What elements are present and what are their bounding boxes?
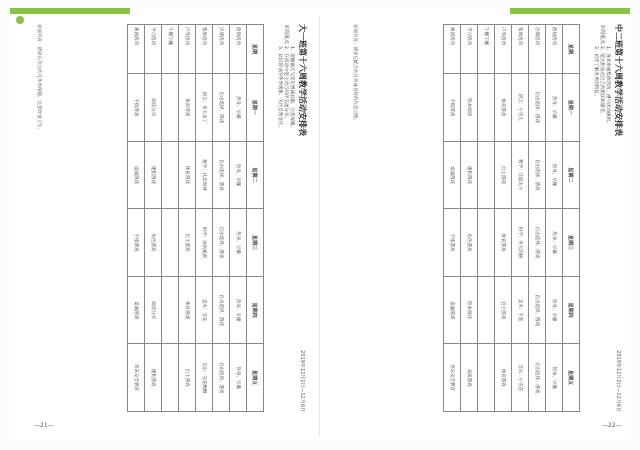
column-header: 星期五	[247, 344, 264, 412]
activity-cell: 自主游戏	[179, 344, 196, 412]
activity-cell: 体育游戏	[179, 74, 196, 142]
goal-item: 2、能大胆表达自己的想法和感受。	[599, 46, 604, 117]
time-slot-label: 晨间活动	[546, 25, 563, 74]
activity-cell	[478, 276, 495, 344]
time-slot-label: 晨间活动	[230, 25, 247, 74]
page-number-right: —22—	[602, 422, 622, 429]
activity-cell: 自由选择、游戏	[213, 276, 230, 344]
activity-cell: 角色游戏	[461, 209, 478, 277]
activity-cell: 绘本阅读	[461, 276, 478, 344]
table-row	[461, 25, 478, 412]
goal-list	[592, 46, 610, 125]
activity-cell: 自由选择、游戏	[213, 344, 230, 412]
activity-cell: 数学：比较大小	[512, 141, 529, 209]
activity-cell: 建构游戏	[145, 344, 162, 412]
activity-cell: 热身、早操	[230, 209, 247, 277]
time-slot-label: 学习活动	[145, 25, 162, 74]
time-slot-label: 离园活动	[444, 25, 461, 74]
activity-cell	[478, 344, 495, 412]
activity-cell: 自主游戏	[179, 209, 196, 277]
activity-cell: 美术：雪花	[196, 276, 213, 344]
time-slot-label: 户外活动	[179, 25, 196, 74]
column-header: 星期五	[563, 344, 580, 412]
table-row	[162, 25, 179, 412]
schedule-dates: 2019年12月2日—12月6日	[299, 350, 305, 412]
header-accent-right	[510, 8, 630, 14]
table-row	[145, 25, 162, 412]
time-slot-label: 区域活动	[213, 25, 230, 74]
goal-list	[276, 46, 294, 130]
activity-cell: 桌面游戏	[128, 141, 145, 209]
activity-cell: 数学：认识时钟	[196, 141, 213, 209]
activity-cell: 语言：冬天来了	[196, 74, 213, 142]
column-header: 星期	[563, 25, 580, 74]
column-header: 星期一	[563, 74, 580, 142]
activity-cell: 自由选择、游戏	[529, 276, 546, 344]
table-row	[128, 25, 145, 412]
goal-item: 1、能根据天气变化增减衣服，注意保暖。	[289, 46, 294, 130]
page-left	[12, 18, 312, 418]
activity-cell: 热身、早操	[230, 276, 247, 344]
table-row	[478, 25, 495, 412]
schedule-table	[127, 24, 264, 412]
table-row	[546, 25, 563, 412]
table-row	[495, 25, 512, 412]
time-slot-label: 户外活动	[495, 25, 512, 74]
activity-cell: 手指游戏	[444, 74, 461, 142]
page-fold	[319, 16, 320, 436]
activity-cell	[162, 344, 179, 412]
goal-item: 2、在活动中能主动与同伴交流分享。	[283, 46, 288, 121]
table-row	[179, 25, 196, 412]
column-header: 星期三	[563, 209, 580, 277]
schedule-title: 中二班第十六周教学活动安排表	[614, 24, 623, 136]
page-number-left: —21—	[34, 422, 54, 429]
footnote: 家园共育：请家长配合幼儿养成良好的作息习惯。	[352, 24, 357, 123]
activity-cell	[162, 74, 179, 142]
activity-cell: 自主游戏	[495, 276, 512, 344]
time-slot-label: 午餐午睡	[162, 25, 179, 74]
activity-cell: 热身、早操	[230, 344, 247, 412]
activity-cell: 音乐：雪花飘飘	[196, 344, 213, 412]
activity-cell: 建构游戏	[145, 141, 162, 209]
activity-cell: 热身、早操	[546, 74, 563, 142]
goal-item: 3、认识常见的冬季现象，关注自然变化。	[277, 46, 282, 130]
table-header-row	[247, 25, 264, 412]
table-row	[230, 25, 247, 412]
activity-cell	[478, 141, 495, 209]
activity-cell: 热身、早操	[546, 344, 563, 412]
activity-cell: 手指游戏	[128, 209, 145, 277]
table-row	[529, 25, 546, 412]
goal-label: 本周重点	[283, 24, 289, 45]
column-header: 星期二	[247, 141, 264, 209]
activity-cell: 自由选择、游戏	[529, 209, 546, 277]
activity-cell: 阅读分享	[145, 74, 162, 142]
activity-cell: 热身、早操	[546, 141, 563, 209]
goal-label: 本周重点	[599, 24, 605, 45]
activity-cell: 体育游戏	[495, 344, 512, 412]
activity-cell: 桌面游戏	[444, 276, 461, 344]
time-slot-label: 区域活动	[529, 25, 546, 74]
activity-cell: 桌面游戏	[444, 141, 461, 209]
column-header: 星期二	[563, 141, 580, 209]
goal-item: 3、初步了解冬季的特征。	[593, 46, 598, 99]
activity-cell: 手指游戏	[128, 74, 145, 142]
activity-cell: 热身、早操	[230, 74, 247, 142]
time-slot-label: 集体活动	[512, 25, 529, 74]
activity-cell: 语言：小雪人	[512, 74, 529, 142]
header-accent-left	[10, 8, 130, 14]
table-row	[444, 25, 461, 412]
activity-cell	[478, 74, 495, 142]
activity-cell	[162, 141, 179, 209]
activity-cell: 自主游戏	[495, 141, 512, 209]
schedule-sheet	[12, 18, 312, 418]
activity-cell: 阅读分享	[145, 276, 162, 344]
page-right	[328, 18, 628, 418]
column-header: 星期	[247, 25, 264, 74]
table-row	[196, 25, 213, 412]
column-header: 星期四	[247, 276, 264, 344]
activity-cell: 自由选择、游戏	[529, 141, 546, 209]
activity-cell: 体育游戏	[179, 141, 196, 209]
activity-cell: 体育游戏	[179, 276, 196, 344]
activity-cell: 绘本阅读	[461, 74, 478, 142]
time-slot-label: 学习活动	[461, 25, 478, 74]
activity-cell: 周末安全教育	[128, 344, 145, 412]
activity-cell: 音乐：小雪花	[512, 344, 529, 412]
activity-cell: 周末安全教育	[444, 344, 461, 412]
activity-cell: 热身、早操	[546, 209, 563, 277]
activity-cell: 建构游戏	[461, 141, 478, 209]
activity-cell: 热身、早操	[230, 141, 247, 209]
goal-item: 1、喜欢参加集体活动，遵守活动规则。	[605, 46, 610, 126]
column-header: 星期四	[563, 276, 580, 344]
activity-cell: 自由选择、游戏	[213, 74, 230, 142]
table-row	[512, 25, 529, 412]
activity-cell: 美术：手套	[512, 276, 529, 344]
activity-cell: 自由选择、游戏	[213, 209, 230, 277]
activity-cell: 科学：冬天的树	[512, 209, 529, 277]
schedule-dates: 2019年12月2日—12月6日	[615, 350, 621, 412]
column-header: 星期一	[247, 74, 264, 142]
time-slot-label: 离园活动	[128, 25, 145, 74]
time-slot-label: 午餐午睡	[478, 25, 495, 74]
activity-cell: 热身、早操	[546, 276, 563, 344]
book-spread	[10, 8, 630, 440]
activity-cell	[162, 276, 179, 344]
activity-cell: 科学：冰的秘密	[196, 209, 213, 277]
activity-cell: 自由选择、游戏	[529, 74, 546, 142]
activity-cell: 体育游戏	[495, 209, 512, 277]
activity-cell	[478, 209, 495, 277]
activity-cell: 桌面游戏	[128, 276, 145, 344]
activity-cell: 角色游戏	[145, 209, 162, 277]
footnote: 家园共育：请家长关注幼儿冬季保暖，注意饮食卫生。	[36, 24, 41, 132]
activity-cell: 表演游戏	[461, 344, 478, 412]
table-row	[213, 25, 230, 412]
schedule-sheet	[328, 18, 628, 418]
schedule-title: 大一班第十六周教学活动安排表	[298, 24, 307, 136]
activity-cell	[162, 209, 179, 277]
activity-cell: 体育游戏	[495, 74, 512, 142]
activity-cell: 手指游戏	[444, 209, 461, 277]
column-header: 星期三	[247, 209, 264, 277]
time-slot-label: 集体活动	[196, 25, 213, 74]
activity-cell: 自由选择、游戏	[213, 141, 230, 209]
activity-cell: 自由选择、游戏	[529, 344, 546, 412]
table-header-row	[563, 25, 580, 412]
schedule-table	[443, 24, 580, 412]
